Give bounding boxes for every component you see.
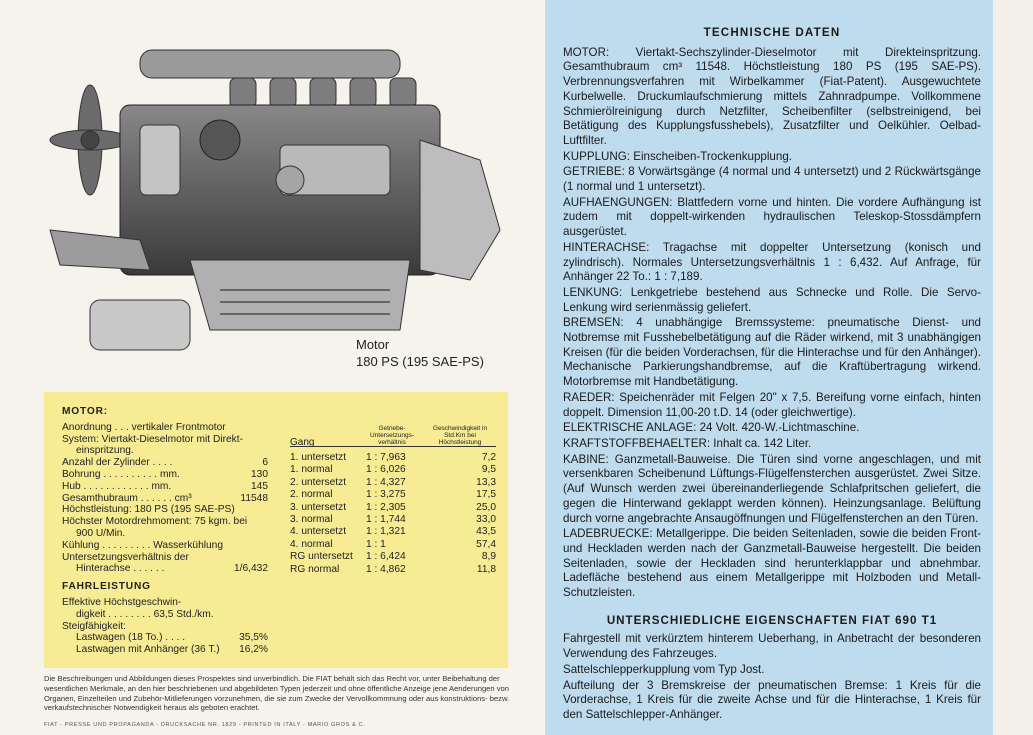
gear-name: 1. untersetzt (290, 452, 347, 463)
spec-value: 6 (262, 457, 268, 469)
spec-box (44, 392, 508, 668)
gear-row (290, 477, 496, 489)
gear-table-header (290, 416, 496, 447)
spec-row (62, 644, 268, 656)
spec-value: 145 (251, 480, 268, 492)
spec-label: Effektive Höchstgeschwin- (62, 596, 182, 608)
spec-row (62, 552, 268, 564)
gear-row (290, 514, 496, 526)
tech-paragraph: MOTOR: Viertakt-Sechszylinder-Dieselmotor mit Direkteinspritzung. Gesamthubraum cm³ 11548. Höchstleistung 180 PS (195 SAE-PS). Verbrennungsverfahren mit Wirbelkammer (Fiat-Patent). Ausgewuchtete Kurbelwelle. Druckumlaufschmierung mittels Zahnradpumpe. Vollkommene Schmierölreinigung durch Netzfilter, Scheibenfilter (selbstreinigend, bei Betätigung des Kupplungsfusshebels), Zusatzfilter und Oelkühler. Oelbad-Luftfilter. (563, 45, 981, 147)
tech-paragraph: ELEKTRISCHE ANLAGE: 24 Volt. 420-W.-Lichtmaschine. (563, 421, 860, 435)
difference-paragraph: Aufteilung der 3 Bremskreise der pneumatischen Bremse: 1 Kreis für die Vorderachse, 1 Kreis für die zweite Achse und für die Hinterachse, 1 Kreis für den Sattelschlepper-Anhänger. (563, 678, 981, 721)
spec-value: 16,2% (239, 644, 268, 656)
spec-row (62, 504, 268, 516)
gear-row (290, 539, 496, 551)
gear-speed: 8,9 (481, 551, 496, 563)
spec-label: digkeit . . . . . . . . 63,5 Std./km. (76, 608, 214, 620)
technical-data (563, 26, 981, 724)
gear-ratio: 1 : 1,744 (366, 513, 406, 525)
photo-caption (356, 336, 484, 370)
spec-row (62, 493, 268, 505)
spec-label: Lastwagen mit Anhänger (36 T.) (76, 644, 220, 656)
gear-name: 3. untersetzt (290, 501, 347, 513)
differences-title: UNTERSCHIEDLICHE EIGENSCHAFTEN FIAT 690 T1 (606, 613, 938, 627)
spec-row (62, 621, 268, 633)
spec-label: Gesamthubraum . . . . . . cm³ (62, 492, 192, 504)
gear-row (290, 564, 496, 576)
gear-ratio: 1 : 4,327 (366, 476, 406, 488)
fan-icon (50, 85, 130, 195)
gear-ratio: 1 : 6,424 (366, 551, 406, 563)
spec-row (62, 469, 268, 481)
motor-heading: MOTOR: (62, 406, 108, 417)
gear-name: RG untersetzt (290, 551, 353, 563)
gear-speed: 13,3 (476, 476, 496, 488)
tech-paragraph: BREMSEN: 4 unabhängige Bremssysteme: pneumatische Dienst- und Notbremse mit Fusshebelbetätigung auf die Räder wirkend, mit 3 unabhängigen Kreisen (für die beiden Vorderachsen, für die Hinterachse und für den Anhänger). Mechanische Parkierungshandbremse, auf die Kraftübertragung wirkend. Motorbremse mit Handbetätigung. (563, 316, 981, 389)
spec-value: 1/6,432 (234, 563, 268, 575)
spec-value: 11548 (240, 492, 268, 504)
differences-paragraphs (563, 632, 981, 722)
gear-speed: 43,5 (476, 526, 496, 538)
disclaimer: Die Beschreibungen und Abbildungen dieses Prospektes sind unverbindlich. Die FIAT behält sich das Recht vor, unter Beibehaltung der wesentlichen Merkmale, an den hier beschriebenen und abgebildeten Typen jederzeit und ohne öffentliche Anzeige jene Aenderungen von Organen, Einzelteilen und Zubehör-Mitlieferungen vorzunehmen, die sie zum Zwecke der Vervollkommnung oder aus konstruktions- bezw. verkaufstechnischer Notwendigkeit heraus als geboten erachtet. (44, 674, 510, 713)
gear-speed: 17,5 (476, 489, 496, 501)
tech-paragraph: LENKUNG: Lenkgetriebe bestehend aus Schnecke und Rolle. Die Servo-Lenkung wird serienmässig geliefert. (563, 285, 981, 314)
gear-speed: 9,5 (481, 464, 496, 476)
fahrleistung-heading: FAHRLEISTUNG (62, 581, 151, 593)
tech-paragraph: GETRIEBE: 8 Vorwärtsgänge (4 normal und 4 untersetzt) und 2 Rückwärtsgänge (1 normal und 1 untersetzt). (563, 165, 981, 194)
gear-name: 4. untersetzt (290, 526, 347, 538)
header-speed: Geschwindigkeit in Std.Km bei Höchstleistung (432, 425, 488, 446)
spec-row (62, 422, 268, 434)
performance-spec-list (62, 597, 268, 656)
spec-label: Anordnung . . . vertikaler Frontmotor (62, 421, 226, 433)
spec-row (62, 632, 268, 644)
spec-label: Hinterachse . . . . . . (76, 563, 165, 575)
motor-spec-list (62, 422, 268, 575)
gear-name: 2. untersetzt (290, 476, 347, 488)
spec-row (62, 609, 268, 621)
gear-ratio: 1 : 4,862 (366, 563, 406, 575)
spec-row (62, 528, 268, 540)
gear-speed: 33,0 (476, 513, 496, 525)
spec-value: 35,5% (239, 632, 268, 644)
gear-speed: 7,2 (481, 452, 496, 463)
spec-label: Lastwagen (18 To.) . . . . (76, 632, 186, 644)
gear-row (290, 452, 496, 464)
tech-paragraph: HINTERACHSE: Tragachse mit doppelter Untersetzung (konisch und zylindrisch). Normales Untersetzungsverhältnis 1 : 6,432. Auf Anfrage, für Anhänger 22 To.: 1 : 7,189. (563, 240, 981, 284)
spec-row (62, 597, 268, 609)
gear-table-body (290, 447, 496, 576)
spec-row (62, 434, 268, 446)
spec-row (62, 563, 268, 575)
tech-paragraph: AUFHAENGUNGEN: Blattfedern vorne und hinten. Die vordere Aufhängung ist zudem mit doppelt-wirkenden hydraulischen Teleskop-Stossdämpfern ausgerüstet. (563, 195, 981, 239)
spec-row (62, 445, 268, 457)
spec-label: Untersetzungsverhältnis der (62, 551, 189, 563)
gear-table (290, 416, 496, 576)
spec-label: Höchster Motordrehmoment: 75 kgm. bei (62, 516, 248, 528)
spec-row (62, 540, 268, 552)
spec-label: Kühlung . . . . . . . . . Wasserkühlung (62, 539, 223, 551)
spec-label: Steigfähigkeit: (62, 620, 126, 632)
engine-spec (62, 406, 268, 656)
imprint: FIAT - PRESSE UND PROPAGANDA - DRUCKSACHE NR. 1829 - PRINTED IN ITALY - MARIO GROS & C. (44, 722, 366, 728)
gear-speed: 11,8 (476, 563, 496, 575)
gear-speed: 57,4 (476, 538, 496, 550)
engine-photo (40, 30, 510, 370)
gear-row (290, 489, 496, 501)
spec-label: System: Viertakt-Dieselmotor mit Direkt- (62, 433, 243, 445)
difference-paragraph: Sattelschlepperkupplung vom Typ Jost. (563, 662, 765, 676)
spec-label: einspritzung. (76, 445, 134, 457)
tech-paragraph: KUPPLUNG: Einscheiben-Trockenkupplung. (563, 149, 792, 163)
spec-label: Anzahl der Zylinder . . . . (62, 457, 173, 469)
technical-data-title: TECHNISCHE DATEN (703, 26, 841, 39)
gear-row (290, 526, 496, 538)
spec-label: Höchstleistung: 180 PS (195 SAE-PS) (62, 504, 235, 516)
spec-value: 130 (251, 468, 268, 480)
gear-row (290, 464, 496, 476)
spec-row (62, 516, 268, 528)
gear-row (290, 551, 496, 563)
gear-name: 3. normal (290, 513, 333, 525)
gear-ratio: 1 : 7,963 (366, 452, 406, 463)
spec-label: 900 U/Min. (76, 527, 126, 539)
tech-paragraph: KABINE: Ganzmetall-Bauweise. Die Türen sind vorne angeschlagen, und mit versenkbaren Scheibenund Lüftungs-Flügelfensterchen ausgerüstet. Zwei Sitze. (Auf Wunsch werden zwei übereinanderliegende Schlafpritschen geliefert, die gegen die Hinterwand geklappt werden können). Heinzungsanlage. Belüftung durch vorne angebrachte Ansaugöffnungen und Flügelfensterchen an den Türen. (563, 452, 981, 525)
gear-name: 2. normal (290, 489, 333, 501)
gear-speed: 25,0 (476, 501, 496, 513)
spec-label: Bohrung . . . . . . . . . . mm. (62, 468, 180, 480)
gear-name: 1. normal (290, 464, 333, 476)
spec-row (62, 481, 268, 493)
header-ratio: Getriebe-Untersetzungs-verhältnis (369, 425, 415, 446)
gear-name: 4. normal (290, 538, 333, 550)
difference-paragraph: Fahrgestell mit verkürztem hinterem Ueberhang, in Anbetracht der besonderen Verwendung des Fahrzeuges. (563, 632, 981, 661)
technical-data-paragraphs (563, 46, 981, 601)
gear-row (290, 502, 496, 514)
gear-ratio: 1 : 2,305 (366, 501, 406, 513)
tech-paragraph: RAEDER: Speichenräder mit Felgen 20" x 7,5. Bereifung vorne einfach, hinten doppelt. Dimension 11,00-20 t.D. 14 (oder gleichwertige). (563, 390, 981, 419)
header-gang: Gang (290, 437, 315, 448)
gear-ratio: 1 : 3,275 (366, 489, 406, 501)
gear-name: RG normal (290, 563, 340, 575)
caption-line-2: 180 PS (195 SAE-PS) (356, 354, 484, 369)
tech-paragraph: LADEBRUECKE: Metallgerippe. Die beiden Seitenladen, sowie die beiden Front- und Heckladen werden nach der Ganzmetall-Bauweise hergestellt. Die beiden Seitenladen, sowie der Heckladen sind herunterklappbar und abnehmbar. Ladefläche bestehend aus einem Metallgerippe mit Holzboden und Metall-Schutzleisten. (563, 527, 981, 600)
tech-paragraph: KRAFTSTOFFBEHAELTER: Inhalt ca. 142 Liter. (563, 436, 812, 450)
gear-ratio: 1 : 6,026 (366, 464, 406, 476)
spec-row (62, 457, 268, 469)
gear-ratio: 1 : 1 (366, 538, 386, 550)
spec-label: Hub . . . . . . . . . . . . mm. (62, 480, 172, 492)
gear-ratio: 1 : 1,321 (366, 526, 406, 538)
caption-line-1: Motor (356, 337, 390, 352)
page-edge (993, 0, 1033, 735)
